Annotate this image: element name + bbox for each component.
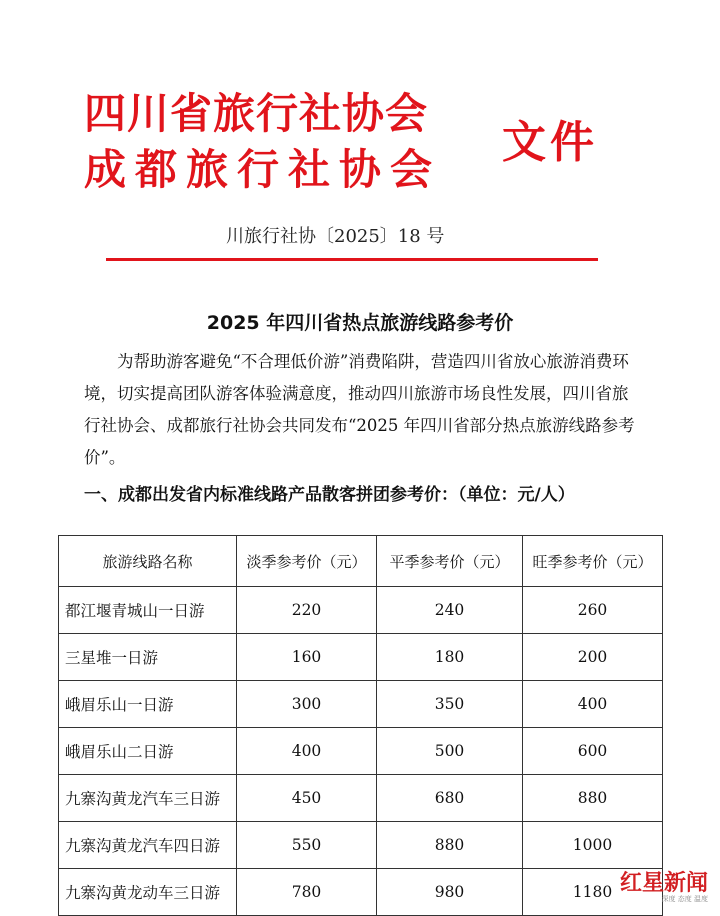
table-row (59, 775, 663, 822)
low-season-price: 160 (237, 634, 377, 681)
intro-paragraph (84, 346, 640, 474)
route-name: 三星堆一日游 (59, 634, 237, 681)
intro-text: 为帮助游客避免“不合理低价游”消费陷阱，营造四川省放心旅游消费环境，切实提高团队游客体验满意度，推动四川旅游市场良性发展，四川省旅行社协会、成都旅行社协会共同发布“2025 年四川省部分热点旅游线路参考价”。 (84, 352, 635, 467)
low-season-price: 450 (237, 775, 377, 822)
price-table (58, 535, 663, 916)
org-name-sichuan: 四川省旅行社协会 (84, 89, 429, 138)
column-header-route: 旅游线路名称 (59, 536, 237, 587)
page-title: 2025 年四川省热点旅游线路参考价 (206, 312, 514, 334)
low-season-price: 300 (237, 681, 377, 728)
watermark-brand: 红星新闻 (619, 870, 708, 896)
route-name: 九寨沟黄龙动车三日游 (59, 869, 237, 916)
route-name: 峨眉乐山二日游 (59, 728, 237, 775)
route-name: 九寨沟黄龙汽车三日游 (59, 775, 237, 822)
low-season-price: 220 (237, 587, 377, 634)
peak-season-price: 880 (523, 775, 663, 822)
org-name-chengdu: 成都旅行社协会 (84, 145, 442, 194)
watermark-tagline: 深度 态度 温度 (661, 895, 708, 903)
mid-season-price: 180 (377, 634, 523, 681)
peak-season-price: 200 (523, 634, 663, 681)
route-name: 都江堰青城山一日游 (59, 587, 237, 634)
mid-season-price: 880 (377, 822, 523, 869)
news-watermark (619, 866, 712, 906)
document-number: 川旅行社协〔2025〕18 号 (226, 226, 445, 247)
column-header-low-season: 淡季参考价（元） (237, 536, 377, 587)
peak-season-price: 260 (523, 587, 663, 634)
table-row (59, 587, 663, 634)
table-row (59, 822, 663, 869)
table-header-row (59, 536, 663, 587)
low-season-price: 550 (237, 822, 377, 869)
table-row (59, 681, 663, 728)
table-row (59, 728, 663, 775)
red-divider (106, 258, 598, 261)
low-season-price: 780 (237, 869, 377, 916)
column-header-peak-season: 旺季参考价（元） (523, 536, 663, 587)
section-heading: 一、成都出发省内标准线路产品散客拼团参考价：（单位：元/人） (84, 485, 575, 505)
peak-season-price: 600 (523, 728, 663, 775)
mid-season-price: 980 (377, 869, 523, 916)
peak-season-price: 400 (523, 681, 663, 728)
low-season-price: 400 (237, 728, 377, 775)
column-header-mid-season: 平季参考价（元） (377, 536, 523, 587)
peak-season-price: 1180 (523, 869, 663, 916)
document-label: 文件 (502, 117, 598, 168)
mid-season-price: 500 (377, 728, 523, 775)
mid-season-price: 350 (377, 681, 523, 728)
mid-season-price: 240 (377, 587, 523, 634)
route-name: 峨眉乐山一日游 (59, 681, 237, 728)
letterhead (84, 86, 441, 198)
table-row (59, 634, 663, 681)
mid-season-price: 680 (377, 775, 523, 822)
route-name: 九寨沟黄龙汽车四日游 (59, 822, 237, 869)
peak-season-price: 1000 (523, 822, 663, 869)
table-row (59, 869, 663, 916)
